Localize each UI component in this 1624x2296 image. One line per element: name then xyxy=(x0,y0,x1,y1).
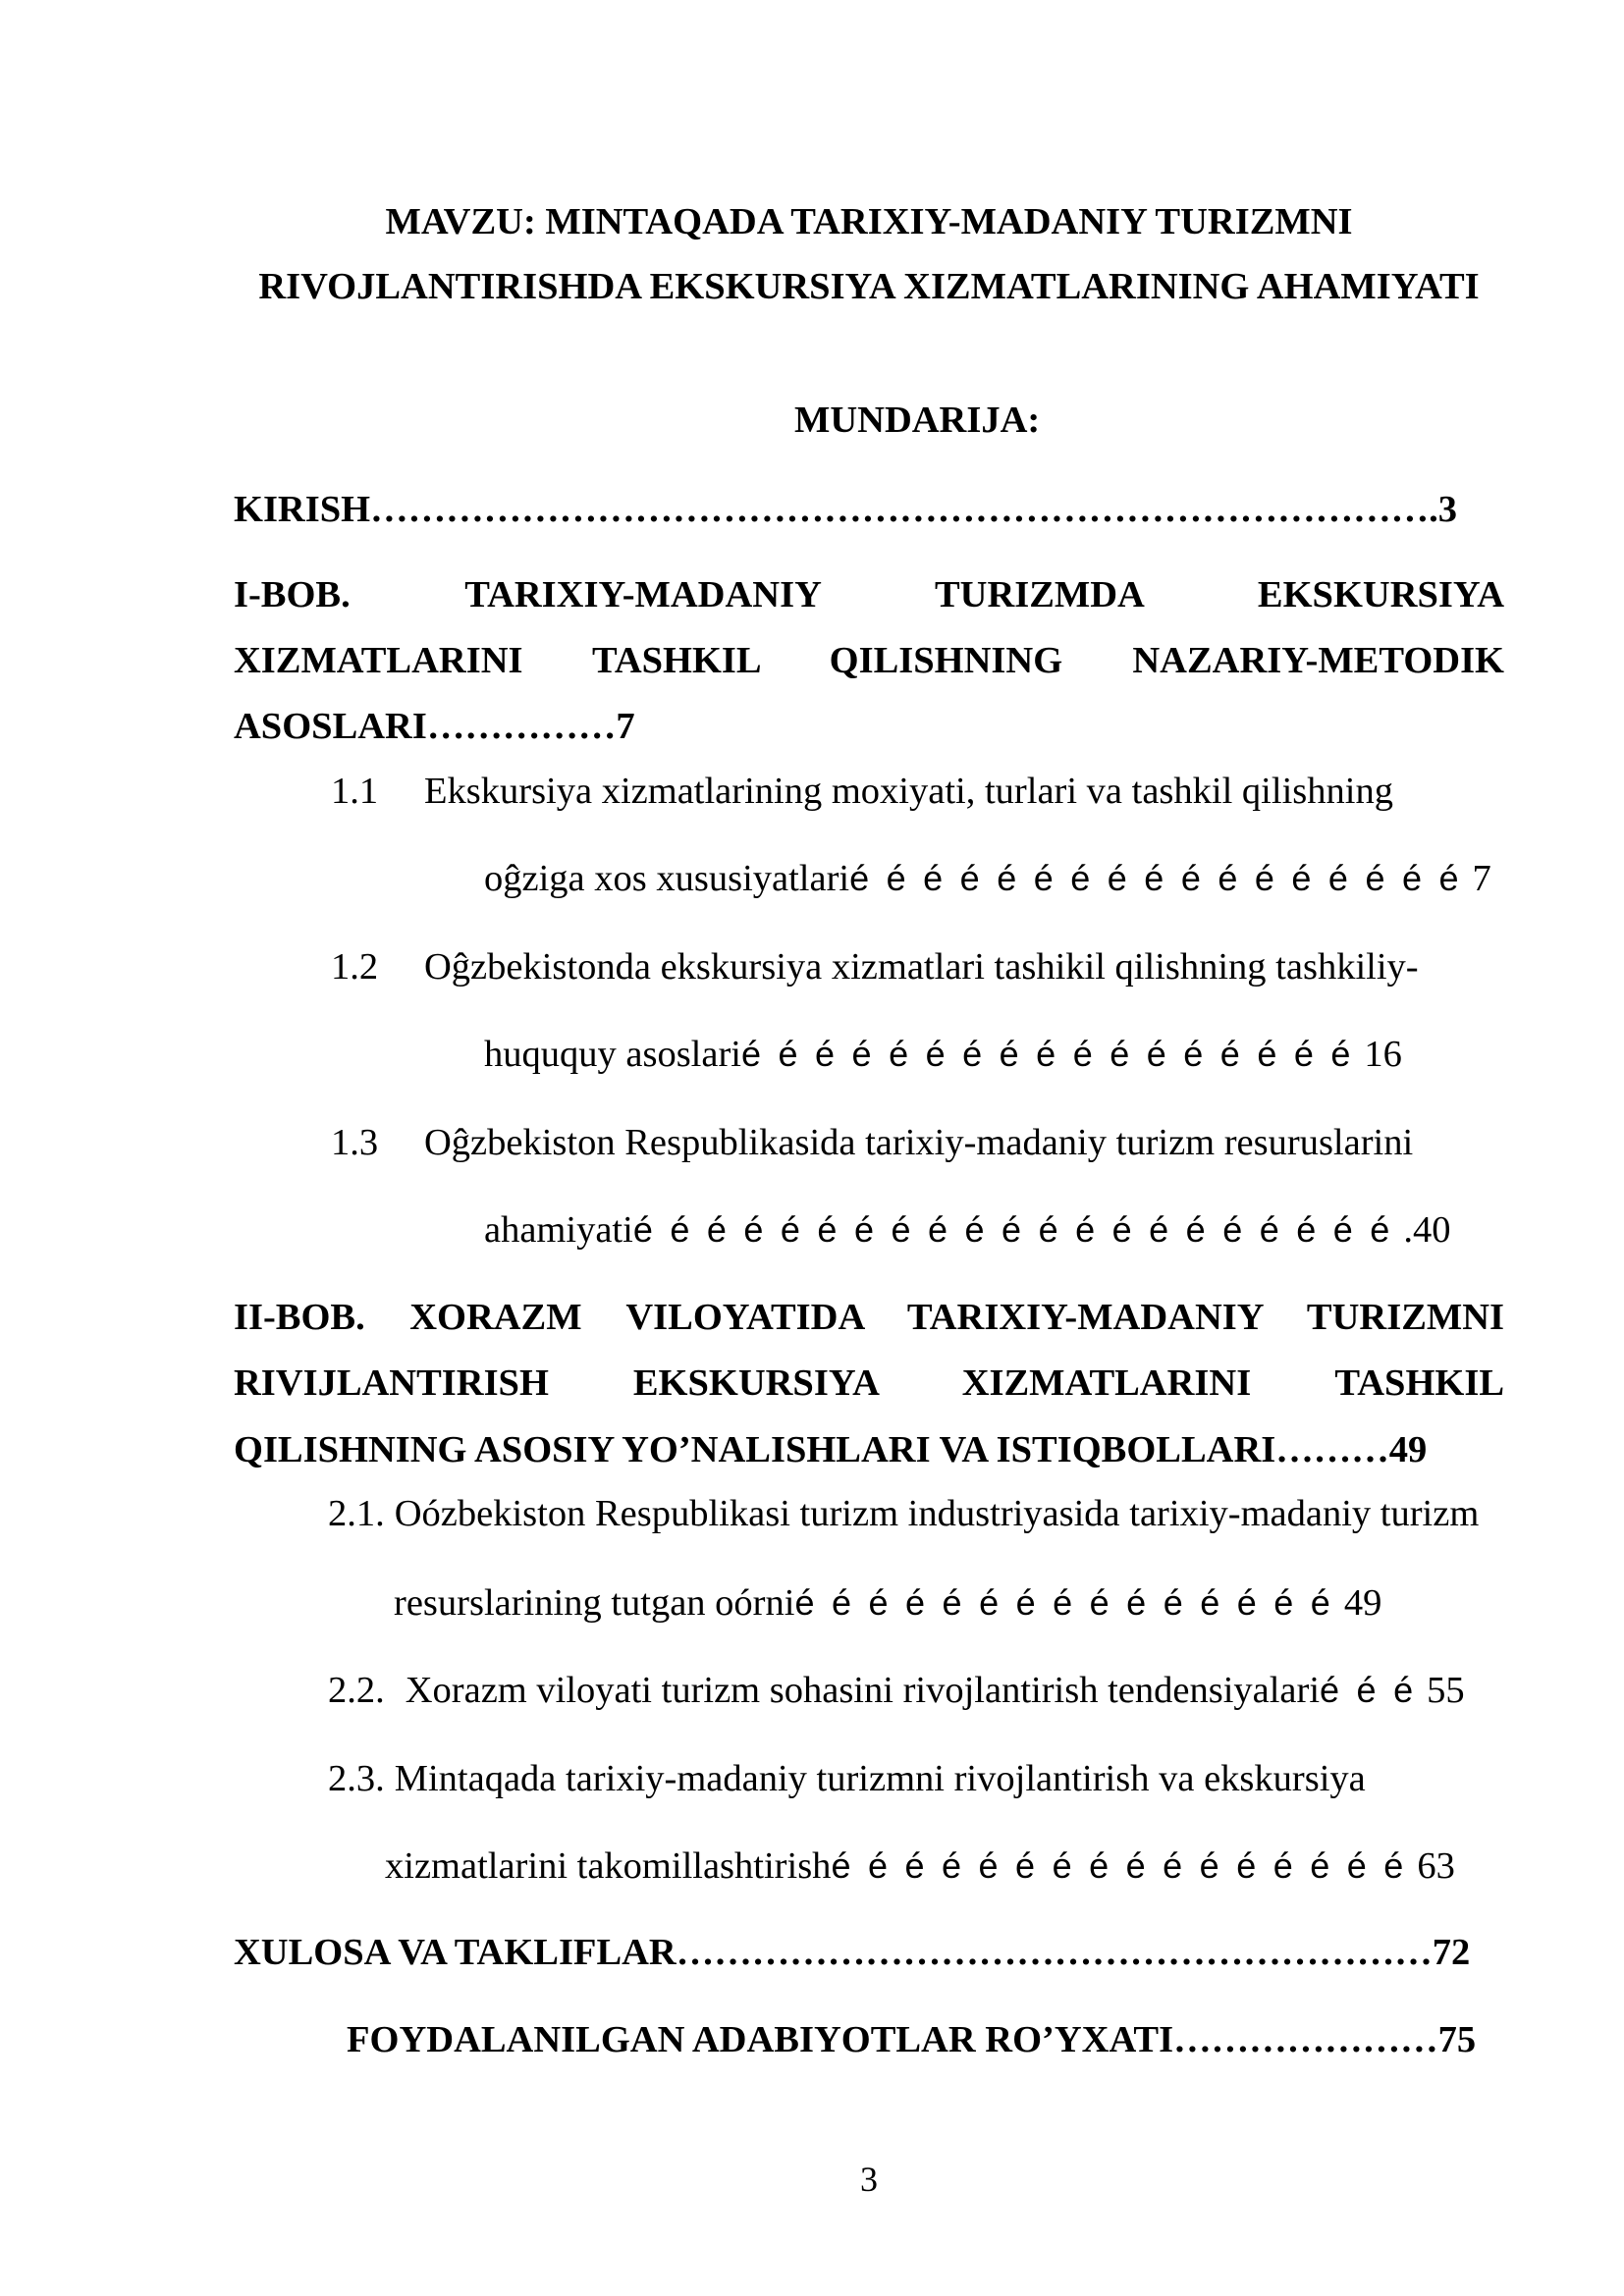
page-reference: 55 xyxy=(1427,1670,1465,1711)
section-number: 2.1. xyxy=(328,1493,385,1534)
entry-title: FOYDALANILGAN ADABIYOTLAR RO’YXATI xyxy=(347,2019,1174,2060)
section-number: 2.2. xyxy=(328,1670,385,1711)
section-title-line-1: Oĝzbekiston Respublikasida tarixiy-madaniy turizm resuruslarini xyxy=(424,1122,1414,1163)
chapter-2-heading-line-1: II-BOB. XORAZM VILOYATIDA TARIXIY-MADANIY TURIZMNI xyxy=(234,1297,1504,1338)
section-title-line-1 xyxy=(328,1492,1479,1535)
section-title-text: resurslarining tutgan oórni xyxy=(394,1582,795,1624)
dot-leader: é é é é é é é é é é é é é é é é é é é é é xyxy=(632,1209,1390,1250)
entry-title: XULOSA VA TAKLIFLAR xyxy=(234,1932,677,1973)
section-title-line-1: Ekskursiya xizmatlarining moxiyati, turlari va tashkil qilishning xyxy=(424,771,1393,812)
toc-entry-introduction xyxy=(234,488,1457,531)
page-reference: 49 xyxy=(1343,1582,1382,1624)
section-title-line-2 xyxy=(385,1844,1455,1888)
contents-heading: MUNDARIJA: xyxy=(794,400,1041,441)
page-reference: .3 xyxy=(1429,489,1457,530)
dot-leader: ……… xyxy=(1275,1429,1389,1470)
toc-entry-references xyxy=(347,2018,1476,2061)
section-title-line-1: Oĝzbekistonda ekskursiya xizmatlari tashikil qilishning tashkiliy- xyxy=(424,946,1419,988)
page-reference: .40 xyxy=(1403,1209,1451,1251)
page-reference: 75 xyxy=(1437,2019,1477,2060)
section-title-line-2 xyxy=(394,1581,1381,1625)
page-reference: 16 xyxy=(1364,1034,1402,1075)
page-footer-number: 3 xyxy=(860,2160,878,2199)
entry-title: ASOSLARI xyxy=(234,706,427,747)
section-title-line-2 xyxy=(484,1033,1402,1076)
page-reference: 49 xyxy=(1388,1429,1428,1470)
section-title-text: Oózbekiston Respublikasi turizm industriyasida tarixiy-madaniy turizm xyxy=(394,1493,1480,1534)
dot-leader: …………… xyxy=(426,706,617,747)
section-title-line-2 xyxy=(484,1208,1450,1252)
section-title-line-1 xyxy=(328,1669,1465,1712)
section-number: 1.2 xyxy=(331,946,379,988)
entry-title: QILISHNING ASOSIY YO’NALISHLARI VA ISTIQBOLLARI xyxy=(234,1429,1276,1470)
section-title-line-1 xyxy=(328,1757,1366,1800)
entry-title: KIRISH xyxy=(234,489,371,530)
toc-entry-conclusion xyxy=(234,1931,1470,1974)
section-title-text: xizmatlarini takomillashtirish xyxy=(385,1845,832,1887)
topic-title-line-1: MAVZU: MINTAQADA TARIXIY-MADANIY TURIZMNI xyxy=(385,201,1353,242)
section-number: 1.3 xyxy=(331,1122,379,1163)
section-title-line-2 xyxy=(484,857,1491,900)
dot-leader: …………………………………………………… xyxy=(676,1932,1433,1973)
dot-leader: é é é é é é é é é é é é é é é é é xyxy=(849,858,1459,898)
section-number: 2.3. xyxy=(328,1758,385,1799)
section-title-text: ahamiyati xyxy=(484,1209,633,1251)
chapter-2-heading-line-2: RIVIJLANTIRISH EKSKURSIYA XIZMATLARINI TASHKIL xyxy=(234,1362,1504,1404)
page-reference: 7 xyxy=(1472,858,1491,899)
dot-leader: é é é é é é é é é é é é é é é xyxy=(794,1582,1330,1623)
topic-title-line-2: RIVOJLANTIRISHDA EKSKURSIYA XIZMATLARINING AHAMIYATI xyxy=(258,266,1480,307)
dot-leader: é é é é é é é é é é é é é é é é xyxy=(831,1845,1404,1886)
section-title-text: huququy asoslari xyxy=(484,1034,741,1075)
chapter-1-heading-line-2: XIZMATLARINI TASHKIL QILISHNING NAZARIY-METODIK xyxy=(234,640,1504,681)
chapter-1-heading-line-3 xyxy=(234,705,635,748)
chapter-2-heading-line-3 xyxy=(234,1428,1427,1471)
page-reference: 7 xyxy=(616,706,635,747)
dot-leader: ………………… xyxy=(1173,2019,1438,2060)
section-number: 1.1 xyxy=(331,771,379,812)
page-reference: 63 xyxy=(1417,1845,1455,1887)
dot-leader: ………………………………………………………………………… xyxy=(370,489,1430,530)
section-title-text: oĝziga xos xususiyatlari xyxy=(484,858,850,899)
section-title-text: Xorazm viloyati turizm sohasini rivojlantirish tendensiyalari xyxy=(405,1670,1321,1711)
page-reference: 72 xyxy=(1432,1932,1471,1973)
chapter-1-heading-line-1: I-BOB. TARIXIY-MADANIY TURIZMDA EKSKURSIYA xyxy=(234,574,1504,615)
dot-leader: é é é xyxy=(1320,1670,1414,1710)
dot-leader: é é é é é é é é é é é é é é é é é xyxy=(740,1034,1351,1074)
section-title-text: Mintaqada tarixiy-madaniy turizmni rivojlantirish va ekskursiya xyxy=(394,1758,1366,1799)
